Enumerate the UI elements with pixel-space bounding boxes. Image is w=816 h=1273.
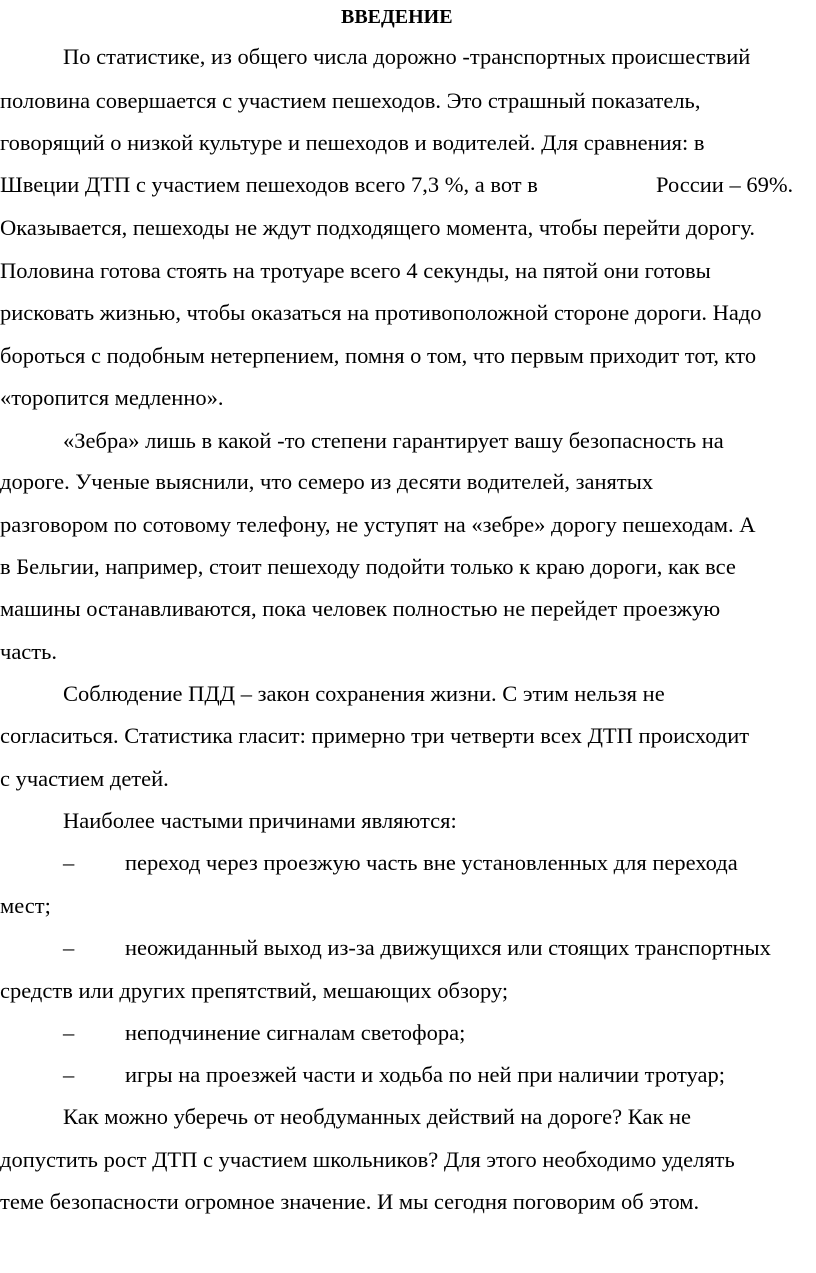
list-item: мест; (0, 893, 51, 918)
paragraph-line: России – 69%. (656, 172, 794, 197)
list-bullet: – (63, 935, 75, 960)
paragraph-line: допустить рост ДТП с участием школьников? Для этого необходимо уделять (0, 1147, 735, 1172)
paragraph-line: теме безопасности огромное значение. И мы сегодня поговорим об этом. (0, 1189, 700, 1214)
page-title: ВВЕДЕНИЕ (341, 6, 453, 28)
list-item: средств или других препятствий, мешающих обзору; (0, 978, 509, 1003)
list-item: переход через проезжую часть вне установленных для перехода (125, 850, 738, 875)
paragraph-line: разговором по сотовому телефону, не уступят на «зебре» дорогу пешеходам. А (0, 512, 756, 537)
paragraph-line: Половина готова стоять на тротуаре всего 4 секунды, на пятой они готовы (0, 258, 711, 283)
list-bullet: – (63, 1062, 75, 1087)
paragraph-line: рисковать жизнью, чтобы оказаться на противоположной стороне дороги. Надо (0, 300, 762, 325)
list-item: игры на проезжей части и ходьба по ней при наличии тротуар; (125, 1062, 725, 1087)
list-item: неожиданный выход из-за движущихся или стоящих транспортных (125, 935, 771, 960)
paragraph-line: согласиться. Статистика гласит: примерно три четверти всех ДТП происходит (0, 723, 750, 748)
paragraph-line: часть. (0, 639, 58, 664)
paragraph-line: в Бельгии, например, стоит пешеходу подойти только к краю дороги, как все (0, 554, 736, 579)
paragraph-line: Наиболее частыми причинами являются: (63, 808, 457, 833)
paragraph-line: машины останавливаются, пока человек полностью не перейдет проезжую (0, 596, 721, 621)
paragraph-line: По статистике, из общего числа дорожно -транспортных происшествий (63, 44, 751, 69)
paragraph-line: «Зебра» лишь в какой -то степени гарантирует вашу безопасность на (63, 428, 724, 453)
paragraph-line: «торопится медленно». (0, 385, 224, 410)
list-bullet: – (63, 1020, 75, 1045)
paragraph-line: половина совершается с участием пешеходов. Это страшный показатель, (0, 88, 701, 113)
paragraph-line: Оказывается, пешеходы не ждут подходящего момента, чтобы перейти дорогу. (0, 215, 755, 240)
paragraph-line: говорящий о низкой культуре и пешеходов и водителей. Для сравнения: в (0, 130, 705, 155)
paragraph-line: Соблюдение ПДД – закон сохранения жизни. С этим нельзя не (63, 681, 665, 706)
paragraph-line: дороге. Ученые выяснили, что семеро из десяти водителей, занятых (0, 469, 654, 494)
paragraph-line: бороться с подобным нетерпением, помня о том, что первым приходит тот, кто (0, 343, 757, 368)
list-item: неподчинение сигналам светофора; (125, 1020, 466, 1045)
paragraph-line: Как можно уберечь от необдуманных действий на дороге? Как не (63, 1104, 692, 1129)
paragraph-line: Швеции ДТП с участием пешеходов всего 7,3 %, а вот в (0, 172, 538, 197)
list-bullet: – (63, 850, 75, 875)
paragraph-line: с участием детей. (0, 766, 169, 791)
